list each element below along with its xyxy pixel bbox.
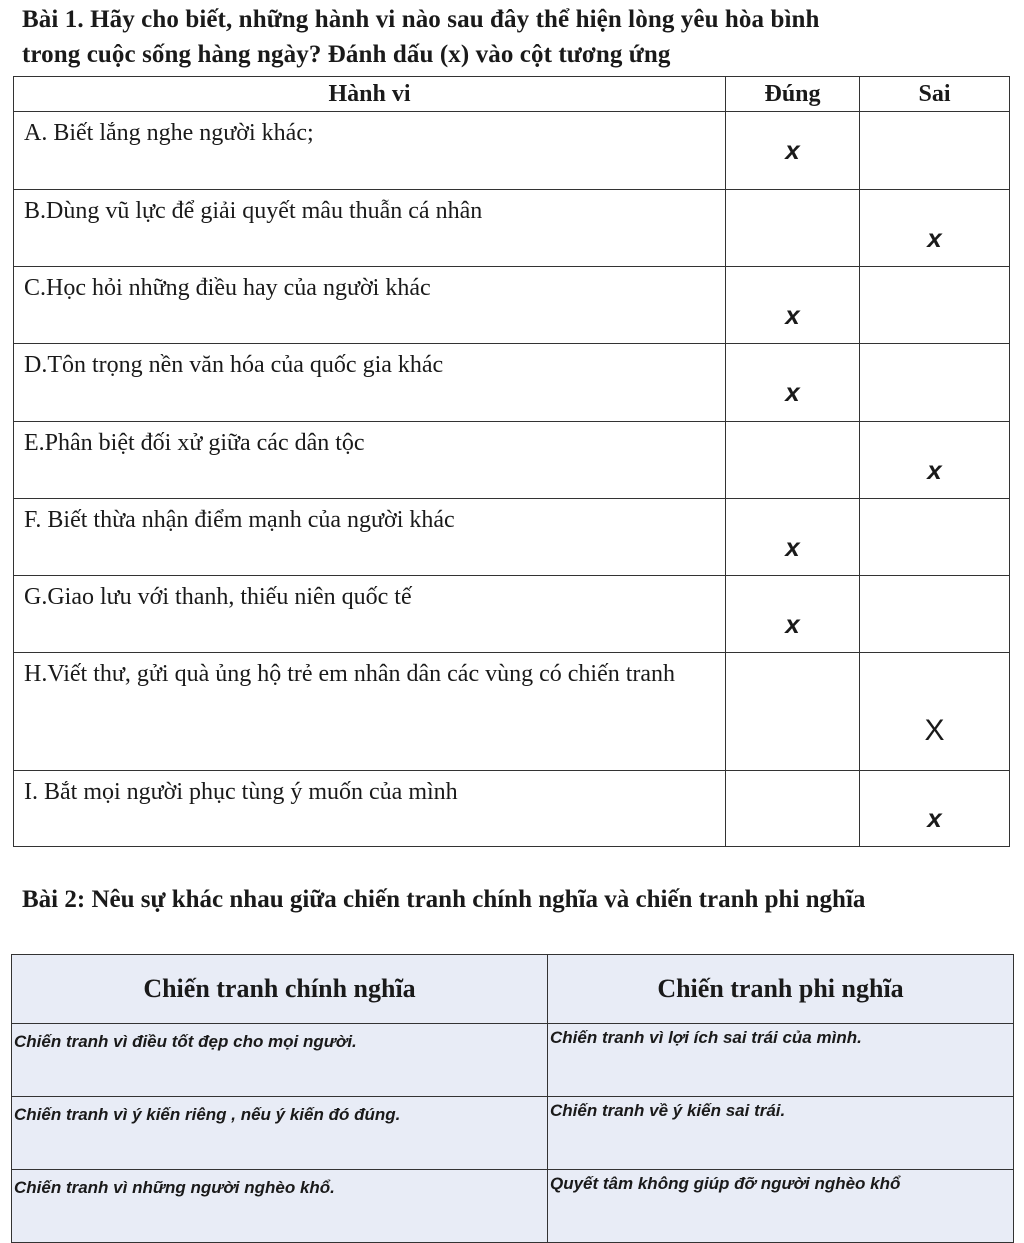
false-mark-cell bbox=[860, 422, 1010, 499]
true-mark: x bbox=[785, 531, 800, 562]
behavior-cell: D.Tôn trọng nền văn hóa của quốc gia khác bbox=[14, 344, 726, 422]
exercise1-title-line1: Bài 1. Hãy cho biết, những hành vi nào sau đây thể hiện lòng yêu hòa bình bbox=[22, 6, 820, 33]
table-row bbox=[12, 1097, 1014, 1170]
just-war-cell: Chiến tranh vì những người nghèo khổ. bbox=[12, 1170, 548, 1243]
true-mark-cell bbox=[726, 576, 860, 653]
behavior-cell: I. Bắt mọi người phục tùng ý muốn của mình bbox=[14, 771, 726, 847]
unjust-war-cell: Chiến tranh vì lợi ích sai trái của mình. bbox=[548, 1024, 1014, 1097]
false-mark-cell bbox=[860, 576, 1010, 653]
table-row bbox=[12, 1024, 1014, 1097]
false-mark-cell bbox=[860, 771, 1010, 847]
true-mark: x bbox=[785, 608, 800, 639]
true-mark-cell bbox=[726, 499, 860, 576]
true-mark-cell: x bbox=[726, 112, 860, 190]
true-mark-cell bbox=[726, 771, 860, 847]
table-row bbox=[14, 499, 1010, 576]
false-mark: x bbox=[927, 222, 942, 253]
behavior-cell: E.Phân biệt đối xử giữa các dân tộc bbox=[14, 422, 726, 499]
exercise1-title bbox=[22, 2, 1022, 72]
header-behavior: Hành vi bbox=[14, 77, 726, 112]
behavior-cell: G.Giao lưu với thanh, thiếu niên quốc tế bbox=[14, 576, 726, 653]
war-comparison-table bbox=[11, 954, 1014, 1243]
true-mark: x bbox=[785, 377, 800, 407]
header-just-war: Chiến tranh chính nghĩa bbox=[12, 955, 548, 1024]
table-row bbox=[14, 344, 1010, 422]
unjust-war-cell: Chiến tranh về ý kiến sai trái. bbox=[548, 1097, 1014, 1170]
true-mark: x bbox=[785, 299, 800, 330]
true-mark-cell bbox=[726, 344, 860, 422]
table-row bbox=[14, 653, 1010, 771]
false-mark-cell bbox=[860, 499, 1010, 576]
true-mark-cell bbox=[726, 653, 860, 771]
behavior-table bbox=[13, 76, 1010, 847]
exercise1-title-line2: trong cuộc sống hàng ngày? Đánh dấu (x) vào cột tương ứng bbox=[22, 41, 671, 68]
table-row bbox=[14, 422, 1010, 499]
true-mark-cell bbox=[726, 267, 860, 344]
false-mark-cell: X bbox=[860, 653, 1010, 771]
false-mark-cell bbox=[860, 267, 1010, 344]
table-row bbox=[14, 267, 1010, 344]
exercise2-title: Bài 2: Nêu sự khác nhau giữa chiến tranh chính nghĩa và chiến tranh phi nghĩa bbox=[22, 886, 866, 913]
behavior-cell: H.Viết thư, gửi quà ủng hộ trẻ em nhân dân các vùng có chiến tranh bbox=[14, 653, 726, 771]
table-row bbox=[12, 1170, 1014, 1243]
false-mark: x bbox=[927, 803, 942, 833]
just-war-cell: Chiến tranh vì điều tốt đẹp cho mọi người. bbox=[12, 1024, 548, 1097]
true-mark-cell bbox=[726, 190, 860, 267]
table-row bbox=[14, 771, 1010, 847]
header-true: Đúng bbox=[726, 77, 860, 112]
behavior-table-header-row bbox=[14, 77, 1010, 112]
false-mark-cell bbox=[860, 344, 1010, 422]
false-mark: x bbox=[927, 454, 942, 485]
table-row bbox=[14, 112, 1010, 190]
behavior-cell: B.Dùng vũ lực để giải quyết mâu thuẫn cá nhân bbox=[14, 190, 726, 267]
true-mark-cell bbox=[726, 422, 860, 499]
behavior-cell: C.Học hỏi những điều hay của người khác bbox=[14, 267, 726, 344]
just-war-cell: Chiến tranh vì ý kiến riêng , nếu ý kiến đó đúng. bbox=[12, 1097, 548, 1170]
unjust-war-cell: Quyết tâm không giúp đỡ người nghèo khổ bbox=[548, 1170, 1014, 1243]
table-row bbox=[14, 576, 1010, 653]
false-mark-cell bbox=[860, 190, 1010, 267]
header-unjust-war: Chiến tranh phi nghĩa bbox=[548, 955, 1014, 1024]
behavior-cell: F. Biết thừa nhận điểm mạnh của người khác bbox=[14, 499, 726, 576]
false-mark-cell bbox=[860, 112, 1010, 190]
table-row bbox=[14, 190, 1010, 267]
war-table-header-row bbox=[12, 955, 1014, 1024]
header-false: Sai bbox=[860, 77, 1010, 112]
behavior-cell: A. Biết lắng nghe người khác; bbox=[14, 112, 726, 190]
